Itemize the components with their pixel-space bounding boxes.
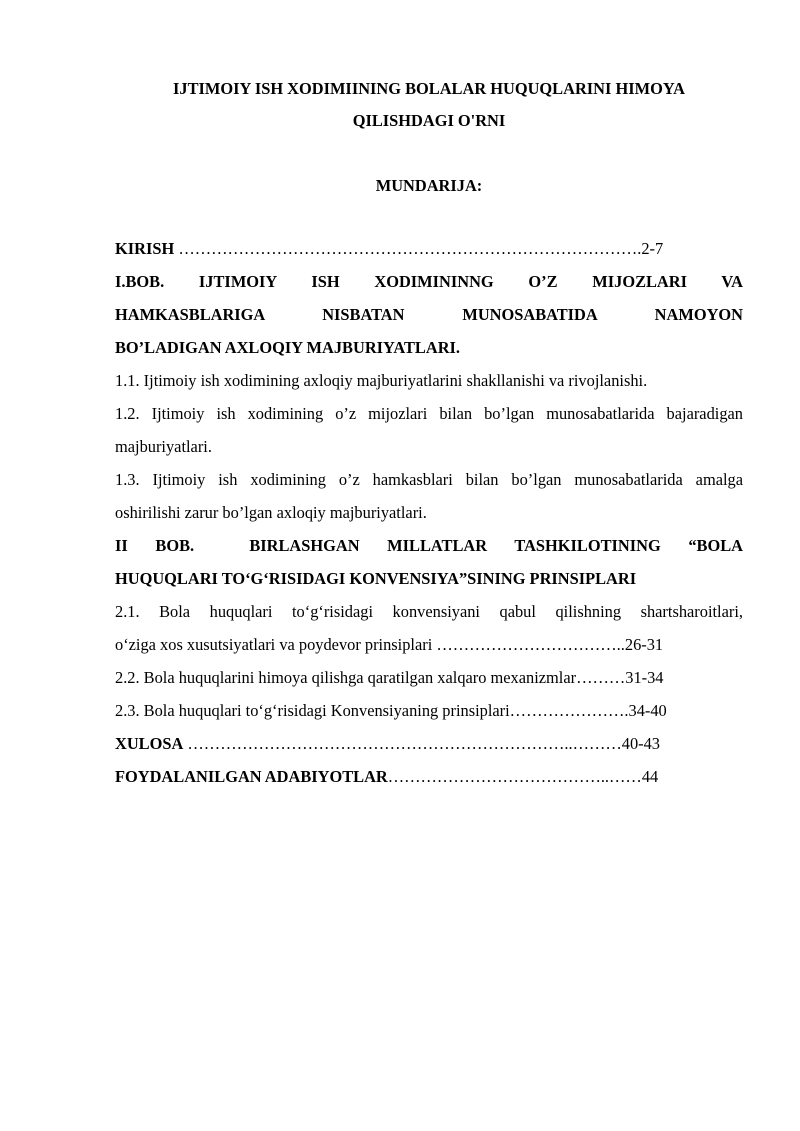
toc-entry-kirish[interactable]	[115, 232, 743, 266]
toc-chapter-2-line-1[interactable]: II BOB. BIRLASHGAN MILLATLAR TASHKILOTINING “BOLA	[115, 536, 743, 555]
document-title-line-1: IJTIMOIY ISH XODIMIINING BOLALAR HUQUQLARINI HIMOYA	[173, 79, 685, 98]
toc-entry-text: 2.2. Bola huquqlarini himoya qilishga qaratilgan xalqaro mexanizmlar………	[115, 668, 626, 687]
toc-leader: ………………………………………………………………………….	[174, 239, 642, 258]
toc-section-2-1-line-2[interactable]	[115, 628, 743, 662]
toc-chapter-1-line-3[interactable]: BO’LADIGAN AXLOQIY MAJBURIYATLARI.	[115, 338, 461, 357]
toc-entry-label: XULOSA	[115, 734, 184, 753]
toc-page-range: 31-34	[625, 668, 664, 687]
toc-section-2-2[interactable]	[115, 661, 743, 695]
toc-chapter-2-line-2[interactable]: HUQUQLARI TO‘G‘RISIDAGI KONVENSIYA”SINING PRINSIPLARI	[115, 569, 637, 588]
toc-section-1-1[interactable]: 1.1. Ijtimoiy ish xodimining axloqiy majburiyatlarini shakllanishi va rivojlanishi.	[115, 371, 648, 390]
toc-entry-text: 2.3. Bola huquqlari to‘g‘risidagi Konvensiyaning prinsiplari………………….	[115, 701, 629, 720]
toc-entry-xulosa[interactable]	[115, 727, 743, 761]
toc-heading: MUNDARIJA:	[375, 176, 483, 195]
toc-leader: …………………………………..……	[387, 767, 642, 786]
toc-entry-label: KIRISH	[115, 239, 175, 258]
toc-section-2-3[interactable]	[115, 694, 743, 728]
toc-entry-label: FOYDALANILGAN ADABIYOTLAR	[115, 767, 388, 786]
toc-section-1-2-line-2[interactable]: majburiyatlari.	[115, 437, 212, 456]
toc-entry-text: o‘ziga xos xusutsiyatlari va poydevor prinsiplari ……………………………..	[115, 635, 625, 654]
toc-page-range: 2-7	[641, 239, 664, 258]
toc-entry-bibliography[interactable]	[115, 760, 743, 794]
toc-chapter-1-line-2[interactable]: HAMKASBLARIGA NISBATAN MUNOSABATIDA NAMOYON	[115, 305, 743, 324]
toc-section-1-3-line-2[interactable]: oshirilishi zarur bo’lgan axloqiy majburiyatlari.	[115, 503, 427, 522]
toc-page-range: 34-40	[628, 701, 667, 720]
toc-page-range: 44	[641, 767, 659, 786]
document-title-line-2: QILISHDAGI O'RNI	[352, 111, 506, 130]
toc-chapter-1-line-1[interactable]: I.BOB. IJTIMOIY ISH XODIMININNG O’Z MIJOZLARI VA	[115, 272, 743, 291]
toc-page-range: 26-31	[624, 635, 664, 654]
toc-page-range: 40-43	[621, 734, 661, 753]
toc-section-2-1-line-1[interactable]: 2.1. Bola huquqlari to‘g‘risidagi konvensiyani qabul qilishning shartsharoitlari,	[115, 602, 743, 621]
toc-leader: ……………………………………………………………..………	[183, 734, 622, 753]
toc-section-1-2-line-1[interactable]: 1.2. Ijtimoiy ish xodimining o’z mijozlari bilan bo’lgan munosabatlarida bajaradigan	[115, 404, 743, 423]
toc-section-1-3-line-1[interactable]: 1.3. Ijtimoiy ish xodimining o’z hamkasblari bilan bo’lgan munosabatlarida amalga	[115, 470, 743, 489]
